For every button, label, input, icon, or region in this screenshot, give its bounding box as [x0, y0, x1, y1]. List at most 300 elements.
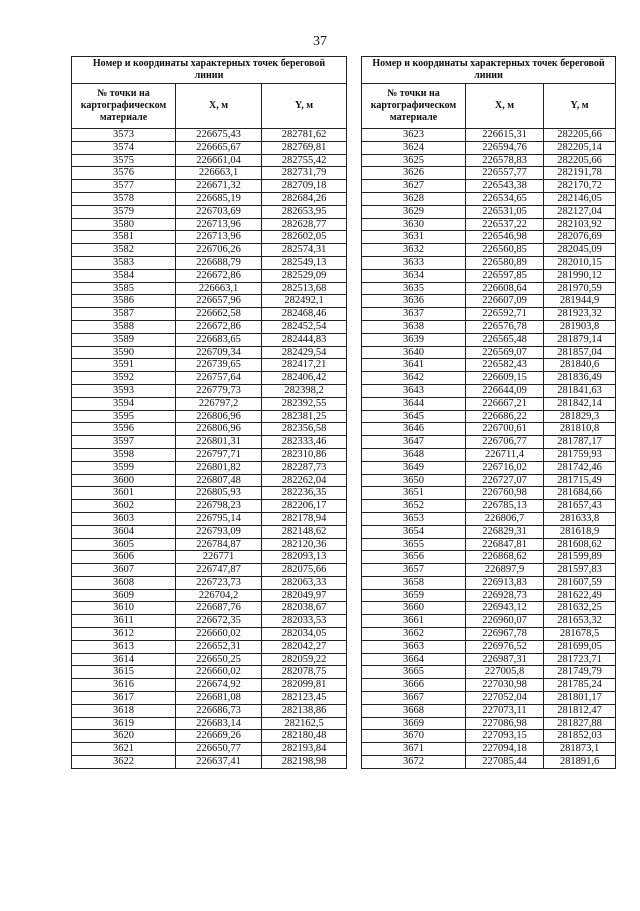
- table-row: [362, 244, 616, 257]
- table-title: Номер и координаты характерных точек береговой линии: [362, 57, 616, 84]
- cell-point-number: 3640: [362, 346, 466, 359]
- table-row: [72, 218, 347, 231]
- cell-x: 227052,04: [466, 692, 544, 705]
- cell-y: 282452,54: [262, 320, 347, 333]
- table-row: [362, 538, 616, 551]
- table-row: [72, 602, 347, 615]
- cell-x: 226675,43: [176, 129, 262, 142]
- cell-x: 226897,9: [466, 564, 544, 577]
- table-row: [72, 704, 347, 717]
- cell-y: 282781,62: [262, 129, 347, 142]
- table-row: [72, 308, 347, 321]
- table-row: [362, 333, 616, 346]
- table-row: [72, 448, 347, 461]
- table-row: [362, 743, 616, 756]
- cell-x: 226798,23: [176, 500, 262, 513]
- cell-x: 226576,78: [466, 320, 544, 333]
- table-row: [362, 346, 616, 359]
- cell-x: 226797,71: [176, 448, 262, 461]
- table-title: Номер и координаты характерных точек береговой линии: [72, 57, 347, 84]
- cell-y: 282059,22: [262, 653, 347, 666]
- cell-point-number: 3605: [72, 538, 176, 551]
- cell-x: 226531,05: [466, 205, 544, 218]
- cell-point-number: 3656: [362, 551, 466, 564]
- cell-y: 282076,69: [544, 231, 616, 244]
- cell-x: 226580,89: [466, 256, 544, 269]
- cell-point-number: 3609: [72, 589, 176, 602]
- cell-y: 282148,62: [262, 525, 347, 538]
- table-row: [362, 410, 616, 423]
- cell-x: 226806,96: [176, 423, 262, 436]
- cell-y: 282468,46: [262, 308, 347, 321]
- cell-y: 282287,73: [262, 461, 347, 474]
- cell-x: 226681,08: [176, 692, 262, 705]
- table-row: [362, 231, 616, 244]
- cell-x: 226771: [176, 551, 262, 564]
- cell-point-number: 3584: [72, 269, 176, 282]
- cell-y: 282103,92: [544, 218, 616, 231]
- table-row: [72, 692, 347, 705]
- cell-point-number: 3610: [72, 602, 176, 615]
- coordinates-table-right: [361, 56, 616, 769]
- table-row: [72, 512, 347, 525]
- table-row: [72, 538, 347, 551]
- cell-point-number: 3608: [72, 576, 176, 589]
- cell-y: 282123,45: [262, 692, 347, 705]
- table-row: [362, 320, 616, 333]
- table-row: [72, 525, 347, 538]
- table-row: [72, 167, 347, 180]
- cell-x: 226960,07: [466, 615, 544, 628]
- cell-y: 282170,72: [544, 180, 616, 193]
- cell-point-number: 3625: [362, 154, 466, 167]
- cell-x: 226785,13: [466, 500, 544, 513]
- cell-point-number: 3632: [362, 244, 466, 257]
- column-header-y: Y, м: [544, 84, 616, 129]
- cell-y: 282406,42: [262, 372, 347, 385]
- cell-y: 282093,13: [262, 551, 347, 564]
- cell-point-number: 3670: [362, 730, 466, 743]
- table-row: [362, 666, 616, 679]
- table-row: [72, 320, 347, 333]
- cell-x: 226700,61: [466, 423, 544, 436]
- cell-point-number: 3641: [362, 359, 466, 372]
- cell-y: 282206,17: [262, 500, 347, 513]
- cell-y: 281657,43: [544, 500, 616, 513]
- table-row: [362, 448, 616, 461]
- cell-x: 226713,96: [176, 218, 262, 231]
- cell-y: 282205,14: [544, 141, 616, 154]
- cell-point-number: 3626: [362, 167, 466, 180]
- cell-y: 282078,75: [262, 666, 347, 679]
- cell-x: 226683,14: [176, 717, 262, 730]
- cell-point-number: 3611: [72, 615, 176, 628]
- table-row: [72, 500, 347, 513]
- table-row: [72, 295, 347, 308]
- table-row: [362, 692, 616, 705]
- cell-x: 226779,73: [176, 384, 262, 397]
- cell-y: 282684,26: [262, 192, 347, 205]
- table-row: [72, 679, 347, 692]
- cell-x: 226560,85: [466, 244, 544, 257]
- cell-y: 281723,71: [544, 653, 616, 666]
- cell-y: 281633,8: [544, 512, 616, 525]
- cell-point-number: 3580: [72, 218, 176, 231]
- cell-point-number: 3667: [362, 692, 466, 705]
- cell-point-number: 3599: [72, 461, 176, 474]
- table-row: [362, 295, 616, 308]
- table-row: [362, 180, 616, 193]
- cell-y: 282127,04: [544, 205, 616, 218]
- table-row: [362, 474, 616, 487]
- cell-y: 282574,31: [262, 244, 347, 257]
- cell-point-number: 3617: [72, 692, 176, 705]
- table-row: [362, 487, 616, 500]
- table-row: [72, 717, 347, 730]
- cell-point-number: 3588: [72, 320, 176, 333]
- cell-x: 227005,8: [466, 666, 544, 679]
- cell-point-number: 3576: [72, 167, 176, 180]
- cell-point-number: 3607: [72, 564, 176, 577]
- cell-x: 226669,26: [176, 730, 262, 743]
- cell-x: 226747,87: [176, 564, 262, 577]
- cell-x: 226806,96: [176, 410, 262, 423]
- cell-y: 281842,14: [544, 397, 616, 410]
- table-row: [362, 628, 616, 641]
- cell-y: 281597,83: [544, 564, 616, 577]
- cell-y: 281607,59: [544, 576, 616, 589]
- table-row: [362, 551, 616, 564]
- cell-point-number: 3666: [362, 679, 466, 692]
- cell-point-number: 3653: [362, 512, 466, 525]
- cell-y: 281608,62: [544, 538, 616, 551]
- table-row: [362, 205, 616, 218]
- cell-x: 226784,87: [176, 538, 262, 551]
- cell-point-number: 3589: [72, 333, 176, 346]
- table-row: [72, 640, 347, 653]
- cell-x: 226711,4: [466, 448, 544, 461]
- cell-point-number: 3663: [362, 640, 466, 653]
- cell-point-number: 3649: [362, 461, 466, 474]
- cell-point-number: 3578: [72, 192, 176, 205]
- cell-y: 282063,33: [262, 576, 347, 589]
- cell-y: 282769,81: [262, 141, 347, 154]
- table-row: [72, 410, 347, 423]
- cell-x: 226795,14: [176, 512, 262, 525]
- cell-y: 282709,18: [262, 180, 347, 193]
- cell-point-number: 3585: [72, 282, 176, 295]
- cell-point-number: 3612: [72, 628, 176, 641]
- table-row: [72, 333, 347, 346]
- table-row: [362, 129, 616, 142]
- cell-x: 226807,48: [176, 474, 262, 487]
- column-header-y: Y, м: [262, 84, 347, 129]
- table-row: [362, 397, 616, 410]
- cell-y: 282010,15: [544, 256, 616, 269]
- cell-y: 282146,05: [544, 192, 616, 205]
- cell-x: 226685,19: [176, 192, 262, 205]
- cell-point-number: 3651: [362, 487, 466, 500]
- table-row: [362, 269, 616, 282]
- cell-point-number: 3652: [362, 500, 466, 513]
- cell-y: 281787,17: [544, 436, 616, 449]
- cell-point-number: 3639: [362, 333, 466, 346]
- cell-y: 281785,24: [544, 679, 616, 692]
- table-row: [362, 154, 616, 167]
- cell-x: 226660,02: [176, 666, 262, 679]
- table-row: [72, 397, 347, 410]
- cell-x: 226607,09: [466, 295, 544, 308]
- cell-point-number: 3624: [362, 141, 466, 154]
- cell-y: 281810,8: [544, 423, 616, 436]
- table-row: [72, 576, 347, 589]
- cell-point-number: 3618: [72, 704, 176, 717]
- column-header-x: X, м: [466, 84, 544, 129]
- table-row: [72, 346, 347, 359]
- cell-x: 226663,1: [176, 167, 262, 180]
- cell-point-number: 3614: [72, 653, 176, 666]
- cell-point-number: 3668: [362, 704, 466, 717]
- cell-point-number: 3583: [72, 256, 176, 269]
- column-header-point-number: № точки на картографическом материале: [362, 84, 466, 129]
- cell-point-number: 3574: [72, 141, 176, 154]
- cell-y: 281715,49: [544, 474, 616, 487]
- cell-y: 282602,05: [262, 231, 347, 244]
- cell-point-number: 3621: [72, 743, 176, 756]
- cell-point-number: 3622: [72, 756, 176, 769]
- cell-x: 226565,48: [466, 333, 544, 346]
- cell-y: 281903,8: [544, 320, 616, 333]
- cell-x: 226706,26: [176, 244, 262, 257]
- cell-x: 226723,73: [176, 576, 262, 589]
- cell-point-number: 3600: [72, 474, 176, 487]
- cell-y: 282513,68: [262, 282, 347, 295]
- table-row: [72, 653, 347, 666]
- cell-y: 282417,21: [262, 359, 347, 372]
- cell-x: 226594,76: [466, 141, 544, 154]
- cell-x: 226644,09: [466, 384, 544, 397]
- table-row: [72, 666, 347, 679]
- cell-x: 226661,04: [176, 154, 262, 167]
- table-row: [72, 423, 347, 436]
- cell-point-number: 3595: [72, 410, 176, 423]
- cell-x: 226976,52: [466, 640, 544, 653]
- cell-point-number: 3575: [72, 154, 176, 167]
- cell-x: 226686,22: [466, 410, 544, 423]
- cell-y: 282034,05: [262, 628, 347, 641]
- cell-y: 281852,03: [544, 730, 616, 743]
- cell-x: 227086,98: [466, 717, 544, 730]
- table-row: [72, 372, 347, 385]
- cell-y: 281759,93: [544, 448, 616, 461]
- table-row: [72, 756, 347, 769]
- cell-point-number: 3597: [72, 436, 176, 449]
- table-row: [362, 308, 616, 321]
- cell-point-number: 3619: [72, 717, 176, 730]
- cell-y: 282236,35: [262, 487, 347, 500]
- cell-y: 282198,98: [262, 756, 347, 769]
- table-row: [362, 679, 616, 692]
- table-row: [362, 423, 616, 436]
- table-row: [72, 141, 347, 154]
- cell-point-number: 3606: [72, 551, 176, 564]
- table-row: [72, 628, 347, 641]
- cell-point-number: 3577: [72, 180, 176, 193]
- cell-point-number: 3660: [362, 602, 466, 615]
- cell-point-number: 3647: [362, 436, 466, 449]
- cell-x: 226608,64: [466, 282, 544, 295]
- cell-y: 281622,49: [544, 589, 616, 602]
- cell-x: 226537,22: [466, 218, 544, 231]
- cell-point-number: 3591: [72, 359, 176, 372]
- cell-y: 282398,2: [262, 384, 347, 397]
- cell-point-number: 3573: [72, 129, 176, 142]
- cell-y: 281801,17: [544, 692, 616, 705]
- cell-x: 226546,98: [466, 231, 544, 244]
- table-row: [72, 269, 347, 282]
- cell-x: 226757,64: [176, 372, 262, 385]
- cell-x: 226793,09: [176, 525, 262, 538]
- cell-x: 226706,77: [466, 436, 544, 449]
- table-row: [362, 640, 616, 653]
- cell-y: 282529,09: [262, 269, 347, 282]
- cell-x: 226928,73: [466, 589, 544, 602]
- cell-x: 226592,71: [466, 308, 544, 321]
- table-row: [362, 653, 616, 666]
- cell-y: 282628,77: [262, 218, 347, 231]
- table-row: [362, 192, 616, 205]
- cell-x: 226650,25: [176, 653, 262, 666]
- cell-point-number: 3602: [72, 500, 176, 513]
- cell-x: 226569,07: [466, 346, 544, 359]
- cell-point-number: 3658: [362, 576, 466, 589]
- table-row: [72, 205, 347, 218]
- cell-x: 226716,02: [466, 461, 544, 474]
- cell-x: 227093,15: [466, 730, 544, 743]
- cell-point-number: 3616: [72, 679, 176, 692]
- cell-point-number: 3594: [72, 397, 176, 410]
- cell-y: 282381,25: [262, 410, 347, 423]
- cell-y: 281857,04: [544, 346, 616, 359]
- cell-y: 281678,5: [544, 628, 616, 641]
- cell-point-number: 3669: [362, 717, 466, 730]
- cell-point-number: 3630: [362, 218, 466, 231]
- cell-x: 227094,18: [466, 743, 544, 756]
- cell-x: 226709,34: [176, 346, 262, 359]
- table-row: [72, 474, 347, 487]
- table-row: [362, 218, 616, 231]
- cell-point-number: 3628: [362, 192, 466, 205]
- cell-x: 226688,79: [176, 256, 262, 269]
- cell-y: 282049,97: [262, 589, 347, 602]
- cell-x: 227085,44: [466, 756, 544, 769]
- table-row: [362, 525, 616, 538]
- cell-x: 226797,2: [176, 397, 262, 410]
- cell-point-number: 3643: [362, 384, 466, 397]
- cell-x: 226847,81: [466, 538, 544, 551]
- cell-y: 281749,79: [544, 666, 616, 679]
- cell-y: 281618,9: [544, 525, 616, 538]
- cell-y: 282731,79: [262, 167, 347, 180]
- cell-x: 226913,83: [466, 576, 544, 589]
- cell-y: 281970,59: [544, 282, 616, 295]
- table-row: [362, 589, 616, 602]
- cell-x: 226943,12: [466, 602, 544, 615]
- cell-x: 226806,7: [466, 512, 544, 525]
- cell-x: 226578,83: [466, 154, 544, 167]
- cell-y: 281653,32: [544, 615, 616, 628]
- cell-x: 226671,32: [176, 180, 262, 193]
- table-row: [72, 256, 347, 269]
- cell-y: 282180,48: [262, 730, 347, 743]
- cell-x: 227073,11: [466, 704, 544, 717]
- cell-point-number: 3596: [72, 423, 176, 436]
- cell-point-number: 3634: [362, 269, 466, 282]
- cell-y: 282099,81: [262, 679, 347, 692]
- cell-x: 226652,31: [176, 640, 262, 653]
- column-header-x: X, м: [176, 84, 262, 129]
- cell-point-number: 3593: [72, 384, 176, 397]
- table-row: [362, 730, 616, 743]
- table-row: [72, 282, 347, 295]
- cell-y: 282356,58: [262, 423, 347, 436]
- cell-x: 226683,65: [176, 333, 262, 346]
- table-row: [72, 231, 347, 244]
- cell-x: 226672,86: [176, 269, 262, 282]
- cell-point-number: 3661: [362, 615, 466, 628]
- cell-x: 226672,35: [176, 615, 262, 628]
- cell-y: 282120,36: [262, 538, 347, 551]
- table-row: [72, 743, 347, 756]
- cell-point-number: 3654: [362, 525, 466, 538]
- cell-point-number: 3665: [362, 666, 466, 679]
- cell-y: 282653,95: [262, 205, 347, 218]
- cell-y: 282178,94: [262, 512, 347, 525]
- table-row: [72, 730, 347, 743]
- cell-y: 281879,14: [544, 333, 616, 346]
- table-row: [362, 372, 616, 385]
- cell-x: 226667,21: [466, 397, 544, 410]
- cell-y: 282033,53: [262, 615, 347, 628]
- cell-point-number: 3644: [362, 397, 466, 410]
- cell-y: 281632,25: [544, 602, 616, 615]
- cell-y: 282262,04: [262, 474, 347, 487]
- cell-point-number: 3642: [362, 372, 466, 385]
- cell-x: 226663,1: [176, 282, 262, 295]
- cell-y: 282205,66: [544, 129, 616, 142]
- cell-point-number: 3615: [72, 666, 176, 679]
- cell-y: 282755,42: [262, 154, 347, 167]
- cell-y: 281829,3: [544, 410, 616, 423]
- cell-point-number: 3631: [362, 231, 466, 244]
- cell-point-number: 3648: [362, 448, 466, 461]
- cell-point-number: 3581: [72, 231, 176, 244]
- table-row: [362, 756, 616, 769]
- cell-x: 226662,58: [176, 308, 262, 321]
- table-row: [72, 615, 347, 628]
- cell-y: 282038,67: [262, 602, 347, 615]
- table-row: [362, 576, 616, 589]
- cell-point-number: 3671: [362, 743, 466, 756]
- cell-y: 281873,1: [544, 743, 616, 756]
- cell-y: 281827,88: [544, 717, 616, 730]
- table-row: [362, 167, 616, 180]
- cell-y: 282193,84: [262, 743, 347, 756]
- cell-point-number: 3636: [362, 295, 466, 308]
- cell-y: 282310,86: [262, 448, 347, 461]
- cell-x: 226597,85: [466, 269, 544, 282]
- cell-point-number: 3672: [362, 756, 466, 769]
